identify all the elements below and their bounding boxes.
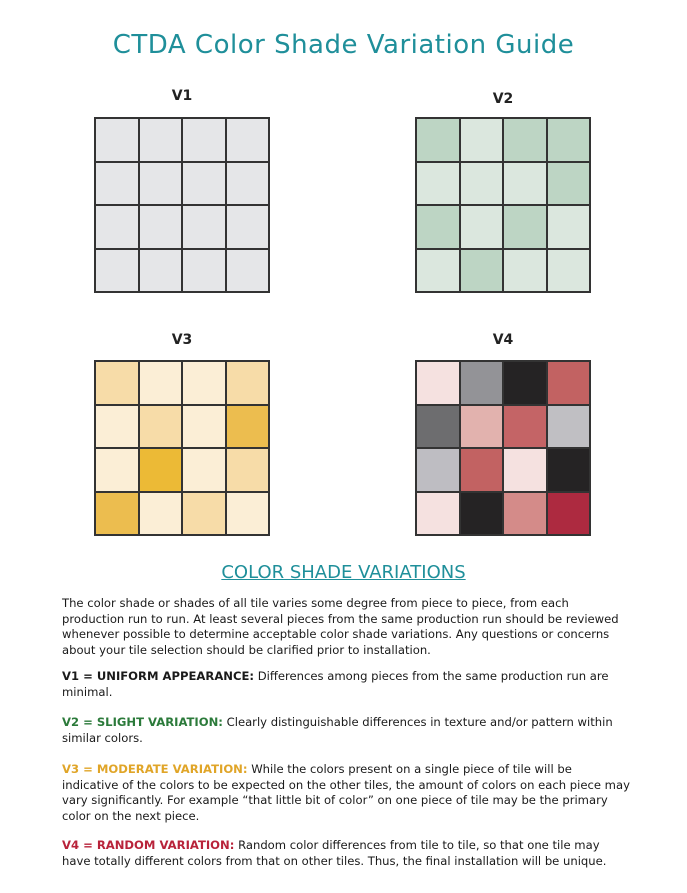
tile-cell xyxy=(416,162,460,206)
tile-cell xyxy=(416,249,460,293)
tile-cell xyxy=(460,361,504,405)
variation-v1 xyxy=(62,669,630,700)
tile-cell xyxy=(416,405,460,449)
variation-v2-text: Clearly distinguishable differences in texture and/or pattern within similar colors. xyxy=(62,715,613,745)
tile-cell xyxy=(226,448,270,492)
tile-cell xyxy=(416,205,460,249)
tile-cell xyxy=(547,405,591,449)
tile-cell xyxy=(460,205,504,249)
tile-grid-v1 xyxy=(94,117,270,293)
tile-cell xyxy=(95,205,139,249)
tile-cell xyxy=(503,162,547,206)
tile-cell xyxy=(95,249,139,293)
tile-cell xyxy=(182,205,226,249)
tile-grid-v2 xyxy=(415,117,591,293)
variation-v3 xyxy=(62,762,630,824)
tile-cell xyxy=(139,492,183,536)
tile-cell xyxy=(226,162,270,206)
tile-cell xyxy=(460,118,504,162)
panel-label-v4: V4 xyxy=(492,332,514,348)
tile-cell xyxy=(182,118,226,162)
tile-cell xyxy=(95,361,139,405)
tile-cell xyxy=(503,361,547,405)
tile-grid-v4 xyxy=(415,360,591,536)
tile-cell xyxy=(503,249,547,293)
tile-cell xyxy=(226,361,270,405)
tile-cell xyxy=(416,361,460,405)
tile-cell xyxy=(226,492,270,536)
tile-cell xyxy=(503,118,547,162)
variation-v1-label: V1 = UNIFORM APPEARANCE: xyxy=(62,669,255,683)
variation-v4 xyxy=(62,838,630,869)
section-heading: COLOR SHADE VARIATIONS xyxy=(221,562,466,583)
variation-v3-label: V3 = MODERATE VARIATION: xyxy=(62,762,248,776)
tile-cell xyxy=(226,405,270,449)
tile-cell xyxy=(139,162,183,206)
tile-cell xyxy=(139,361,183,405)
tile-cell xyxy=(95,118,139,162)
variation-v3-text: While the colors present on a single piece of tile will be indicative of the colors to be expected on the other tiles, the amount of colors on each piece may vary significantly. For example “that little bit of color” on one piece of tile may be the primary color on the next piece. xyxy=(62,762,630,823)
page-title: CTDA Color Shade Variation Guide xyxy=(112,30,575,60)
tile-cell xyxy=(503,492,547,536)
tile-cell xyxy=(547,492,591,536)
tile-grid-v3 xyxy=(94,360,270,536)
panel-label-v3: V3 xyxy=(171,332,193,348)
tile-cell xyxy=(226,118,270,162)
tile-cell xyxy=(139,448,183,492)
variation-v4-text: Random color differences from tile to tile, so that one tile may have totally different colors from that on other tiles. Thus, the final installation will be unique. xyxy=(62,838,607,868)
tile-cell xyxy=(460,162,504,206)
variation-v2 xyxy=(62,715,630,746)
intro-paragraph: The color shade or shades of all tile varies some degree from piece to piece, from each production run to run. At least several pieces from the same production run should be reviewed whenever possible to determine acceptable color shade variations. Any questions or concerns about your tile selection should be clarified prior to installation. xyxy=(62,596,619,657)
tile-cell xyxy=(503,205,547,249)
tile-cell xyxy=(460,448,504,492)
tile-cell xyxy=(226,205,270,249)
tile-cell xyxy=(95,492,139,536)
tile-cell xyxy=(226,249,270,293)
tile-cell xyxy=(547,249,591,293)
tile-cell xyxy=(95,448,139,492)
tile-cell xyxy=(139,118,183,162)
tile-cell xyxy=(547,361,591,405)
tile-cell xyxy=(503,448,547,492)
tile-cell xyxy=(416,448,460,492)
tile-cell xyxy=(95,405,139,449)
tile-cell xyxy=(416,118,460,162)
variation-v2-label: V2 = SLIGHT VARIATION: xyxy=(62,715,223,729)
tile-cell xyxy=(182,405,226,449)
tile-cell xyxy=(139,405,183,449)
tile-cell xyxy=(547,448,591,492)
tile-cell xyxy=(547,118,591,162)
tile-cell xyxy=(547,205,591,249)
variation-v1-text: Differences among pieces from the same production run are minimal. xyxy=(62,669,609,699)
tile-cell xyxy=(139,205,183,249)
tile-cell xyxy=(460,249,504,293)
tile-cell xyxy=(182,361,226,405)
tile-cell xyxy=(182,492,226,536)
tile-cell xyxy=(139,249,183,293)
tile-cell xyxy=(547,162,591,206)
tile-cell xyxy=(460,492,504,536)
panel-label-v1: V1 xyxy=(171,88,193,104)
tile-cell xyxy=(182,249,226,293)
tile-cell xyxy=(95,162,139,206)
variation-v4-label: V4 = RANDOM VARIATION: xyxy=(62,838,235,852)
tile-cell xyxy=(182,162,226,206)
tile-cell xyxy=(503,405,547,449)
tile-cell xyxy=(460,405,504,449)
panel-label-v2: V2 xyxy=(492,91,514,107)
tile-cell xyxy=(416,492,460,536)
tile-cell xyxy=(182,448,226,492)
